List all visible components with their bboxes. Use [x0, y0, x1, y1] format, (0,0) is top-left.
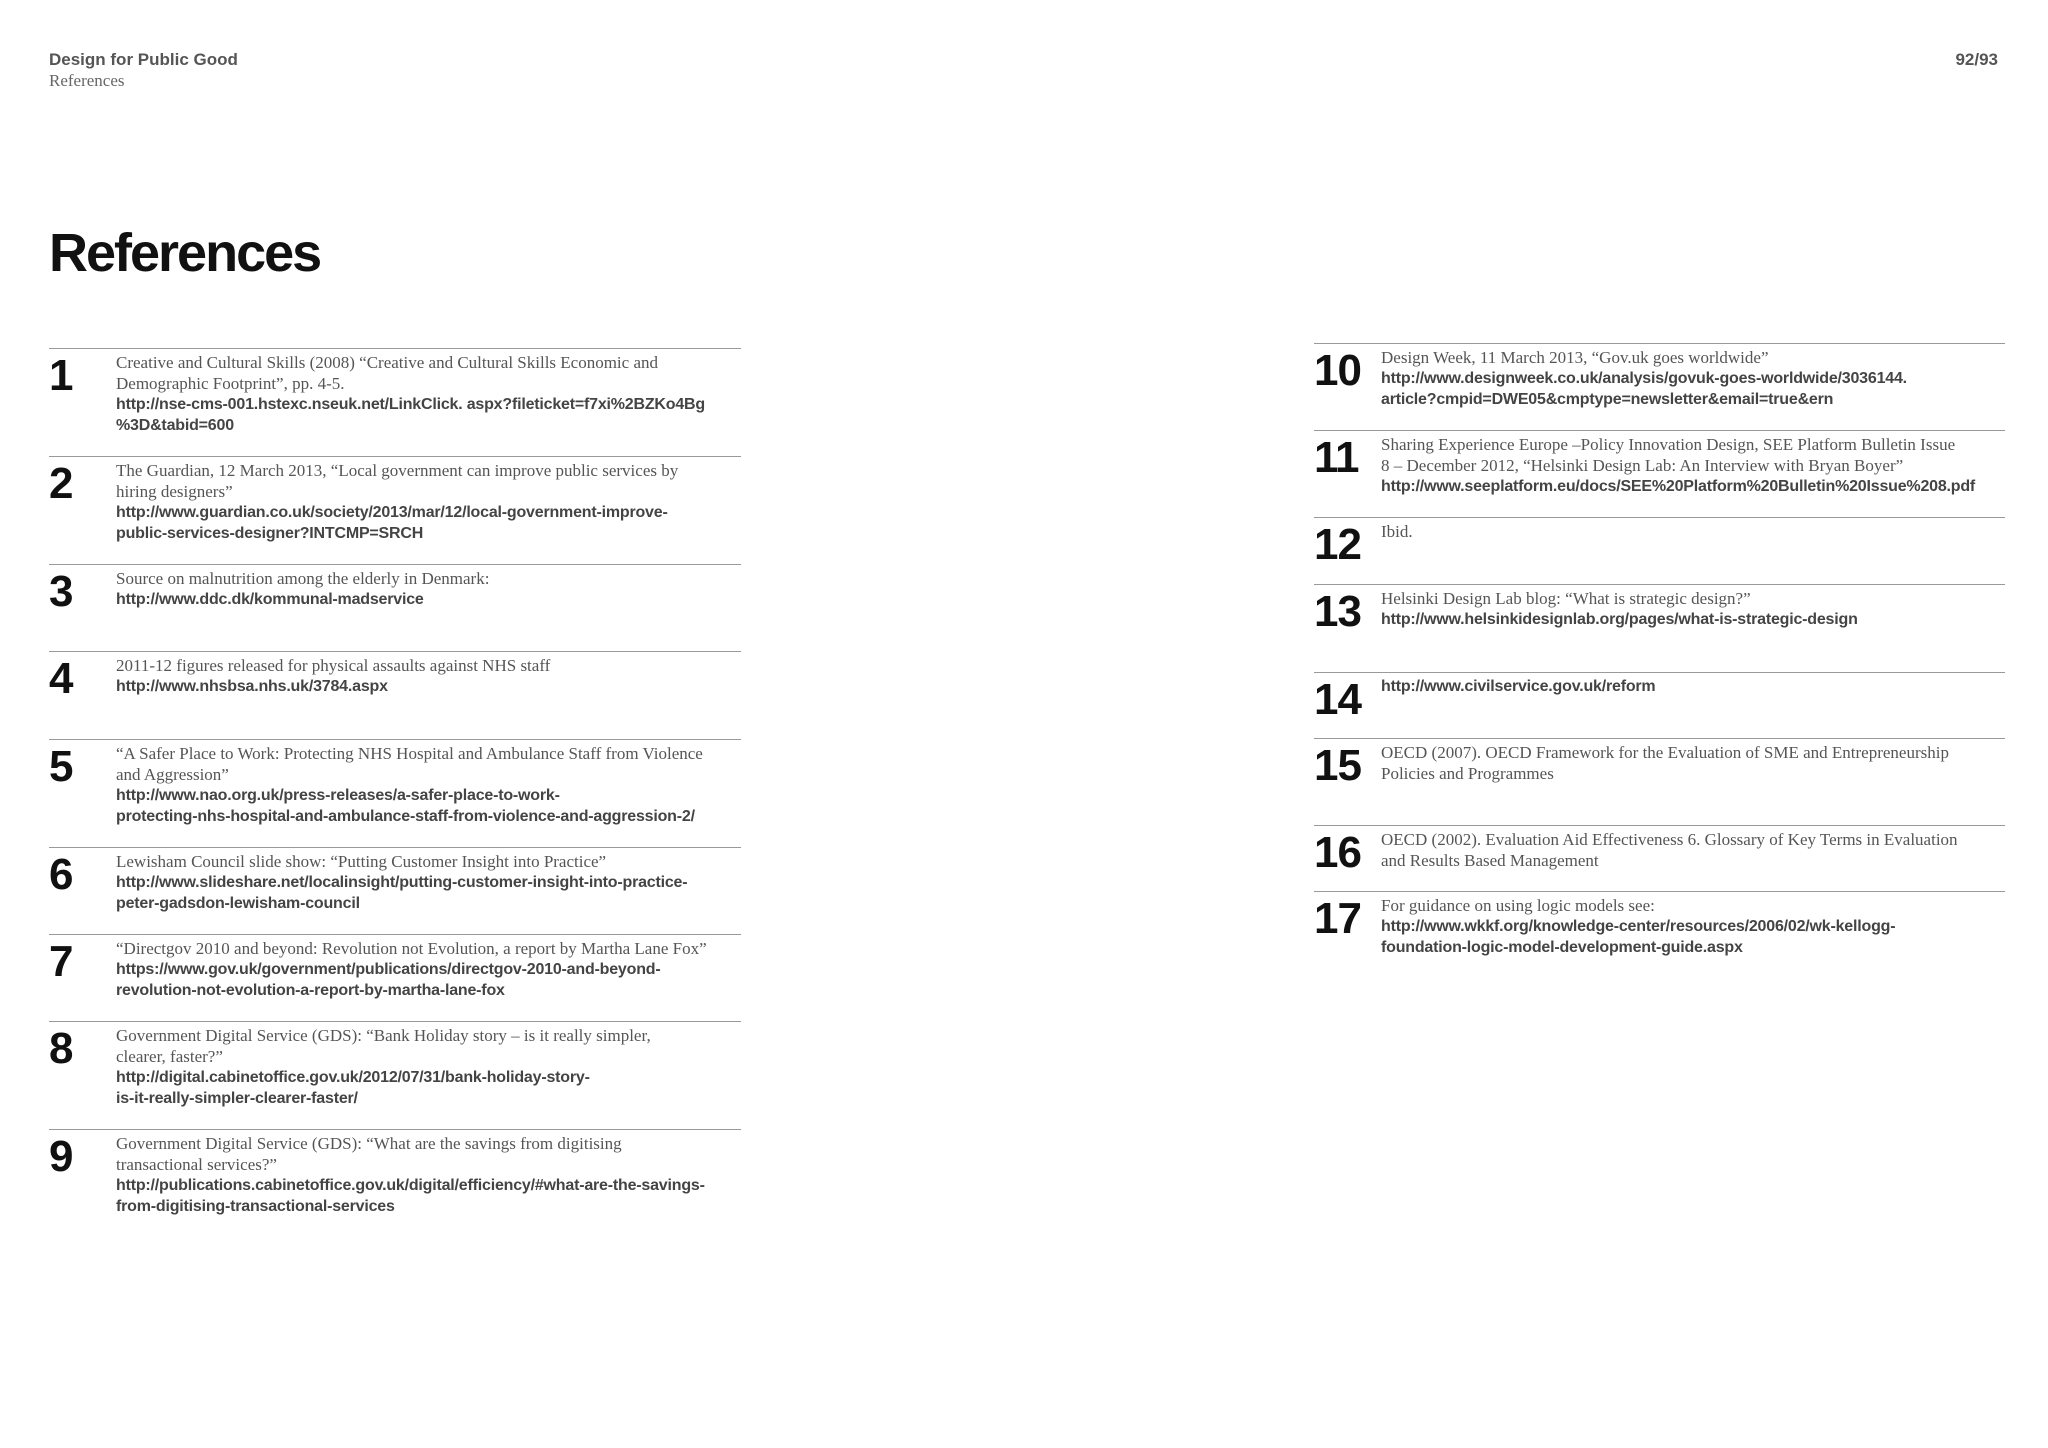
reference-citation: and Aggression” [116, 765, 229, 784]
reference-number: 10 [1314, 346, 1361, 395]
reference-number: 6 [49, 850, 73, 899]
reference-item [1314, 430, 2005, 517]
page-number: 92/93 [1955, 50, 1998, 69]
document-title: Design for Public Good [49, 50, 238, 69]
reference-body [116, 349, 741, 436]
reference-citation: Helsinki Design Lab blog: “What is strategic design?” [1381, 589, 1751, 608]
section-name: References [49, 71, 125, 90]
reference-body [116, 1130, 741, 1217]
references-column-left [49, 348, 741, 1237]
reference-number: 8 [49, 1024, 73, 1073]
reference-body [1381, 892, 2005, 958]
reference-citation: hiring designers” [116, 482, 233, 501]
reference-body [116, 848, 741, 914]
reference-citation: 2011-12 figures released for physical assaults against NHS staff [116, 656, 551, 675]
reference-link[interactable]: public-services-designer?INTCMP=SRCH [116, 525, 424, 542]
reference-number: 1 [49, 351, 73, 400]
reference-citation: Sharing Experience Europe –Policy Innovation Design, SEE Platform Bulletin Issue [1381, 435, 1956, 454]
reference-citation: and Results Based Management [1381, 851, 1599, 870]
reference-link[interactable]: http://www.nhsbsa.nhs.uk/3784.aspx [116, 678, 388, 695]
reference-link[interactable]: http://www.designweek.co.uk/analysis/govuk-goes-worldwide/3036144. [1381, 370, 1907, 387]
reference-body [116, 652, 741, 697]
reference-link[interactable]: from-digitising-transactional-services [116, 1198, 395, 1215]
reference-citation: Policies and Programmes [1381, 764, 1554, 783]
reference-body [116, 935, 741, 1001]
reference-link[interactable]: http://www.nao.org.uk/press-releases/a-safer-place-to-work- [116, 787, 560, 804]
reference-link[interactable]: article?cmpid=DWE05&cmptype=newsletter&email=true&ern [1381, 391, 1834, 408]
reference-link[interactable]: http://publications.cabinetoffice.gov.uk/digital/efficiency/#what-are-the-savings- [116, 1177, 705, 1194]
reference-link[interactable]: http://nse-cms-001.hstexc.nseuk.net/LinkClick. aspx?fileticket=f7xi%2BZKo4Bg [116, 396, 705, 413]
reference-link[interactable]: https://www.gov.uk/government/publications/directgov-2010-and-beyond- [116, 961, 661, 978]
reference-number: 16 [1314, 828, 1361, 877]
reference-body [1381, 673, 2005, 697]
reference-item [1314, 891, 2005, 981]
reference-citation: The Guardian, 12 March 2013, “Local government can improve public services by [116, 461, 679, 480]
reference-link[interactable]: http://www.ddc.dk/kommunal-madservice [116, 591, 424, 608]
reference-citation: 8 – December 2012, “Helsinki Design Lab: An Interview with Bryan Boyer” [1381, 456, 1904, 475]
reference-number: 11 [1314, 433, 1359, 482]
reference-citation: Ibid. [1381, 522, 1413, 541]
reference-citation: Government Digital Service (GDS): “What are the savings from digitising [116, 1134, 622, 1153]
reference-number: 12 [1314, 520, 1361, 569]
reference-body [1381, 739, 2005, 784]
reference-citation: OECD (2007). OECD Framework for the Evaluation of SME and Entrepreneurship [1381, 743, 1949, 762]
reference-link[interactable]: is-it-really-simpler-clearer-faster/ [116, 1090, 358, 1107]
reference-link[interactable]: http://digital.cabinetoffice.gov.uk/2012/07/31/bank-holiday-story- [116, 1069, 590, 1086]
reference-number: 5 [49, 742, 73, 791]
reference-item [1314, 672, 2005, 738]
reference-citation: Creative and Cultural Skills (2008) “Creative and Cultural Skills Economic and [116, 353, 658, 372]
reference-body [116, 565, 741, 610]
reference-item [49, 348, 741, 456]
reference-body [1381, 518, 2005, 542]
references-column-right [1314, 343, 2005, 981]
reference-body [116, 1022, 741, 1109]
reference-body [1381, 826, 2005, 871]
reference-number: 9 [49, 1132, 73, 1181]
reference-link[interactable]: http://www.civilservice.gov.uk/reform [1381, 678, 1656, 695]
reference-link[interactable]: http://www.wkkf.org/knowledge-center/resources/2006/02/wk-kellogg- [1381, 918, 1896, 935]
reference-number: 17 [1314, 894, 1361, 943]
reference-citation: Design Week, 11 March 2013, “Gov.uk goes worldwide” [1381, 348, 1769, 367]
reference-item [1314, 738, 2005, 825]
reference-item [49, 1021, 741, 1129]
reference-item [49, 934, 741, 1021]
reference-link[interactable]: protecting-nhs-hospital-and-ambulance-staff-from-violence-and-aggression-2/ [116, 808, 695, 825]
reference-citation: clearer, faster?” [116, 1047, 223, 1066]
reference-item [49, 739, 741, 847]
reference-link[interactable]: http://www.guardian.co.uk/society/2013/mar/12/local-government-improve- [116, 504, 668, 521]
reference-number: 2 [49, 459, 73, 508]
reference-number: 15 [1314, 741, 1361, 790]
reference-number: 4 [49, 654, 73, 703]
reference-citation: “A Safer Place to Work: Protecting NHS Hospital and Ambulance Staff from Violence [116, 744, 703, 763]
reference-item [1314, 584, 2005, 672]
reference-link[interactable]: revolution-not-evolution-a-report-by-martha-lane-fox [116, 982, 505, 999]
reference-item [1314, 343, 2005, 430]
reference-link[interactable]: %3D&tabid=600 [116, 417, 234, 434]
reference-citation: Government Digital Service (GDS): “Bank Holiday story – is it really simpler, [116, 1026, 651, 1045]
reference-link[interactable]: foundation-logic-model-development-guide.aspx [1381, 939, 1743, 956]
reference-citation: transactional services?” [116, 1155, 277, 1174]
reference-citation: “Directgov 2010 and beyond: Revolution not Evolution, a report by Martha Lane Fox” [116, 939, 707, 958]
reference-number: 14 [1314, 675, 1361, 724]
reference-citation: Source on malnutrition among the elderly in Denmark: [116, 569, 490, 588]
reference-citation: Lewisham Council slide show: “Putting Customer Insight into Practice” [116, 852, 607, 871]
reference-citation: Demographic Footprint”, pp. 4-5. [116, 374, 345, 393]
reference-link[interactable]: http://www.seeplatform.eu/docs/SEE%20Platform%20Bulletin%20Issue%208.pdf [1381, 478, 1976, 495]
reference-number: 3 [49, 567, 73, 616]
reference-link[interactable]: peter-gadsdon-lewisham-council [116, 895, 360, 912]
page-title: References [49, 223, 321, 283]
reference-item [49, 847, 741, 934]
reference-item [1314, 825, 2005, 891]
reference-number: 13 [1314, 587, 1361, 636]
reference-body [1381, 585, 2005, 630]
reference-link[interactable]: http://www.slideshare.net/localinsight/putting-customer-insight-into-practice- [116, 874, 688, 891]
reference-body [1381, 431, 2005, 497]
reference-citation: For guidance on using logic models see: [1381, 896, 1655, 915]
reference-citation: OECD (2002). Evaluation Aid Effectiveness 6. Glossary of Key Terms in Evaluation [1381, 830, 1958, 849]
reference-number: 7 [49, 937, 73, 986]
reference-item [49, 564, 741, 651]
reference-item [49, 1129, 741, 1237]
reference-item [49, 456, 741, 564]
reference-body [116, 457, 741, 544]
reference-link[interactable]: http://www.helsinkidesignlab.org/pages/what-is-strategic-design [1381, 611, 1858, 628]
reference-item [1314, 517, 2005, 584]
reference-body [116, 740, 741, 827]
reference-body [1381, 344, 2005, 410]
reference-item [49, 651, 741, 739]
